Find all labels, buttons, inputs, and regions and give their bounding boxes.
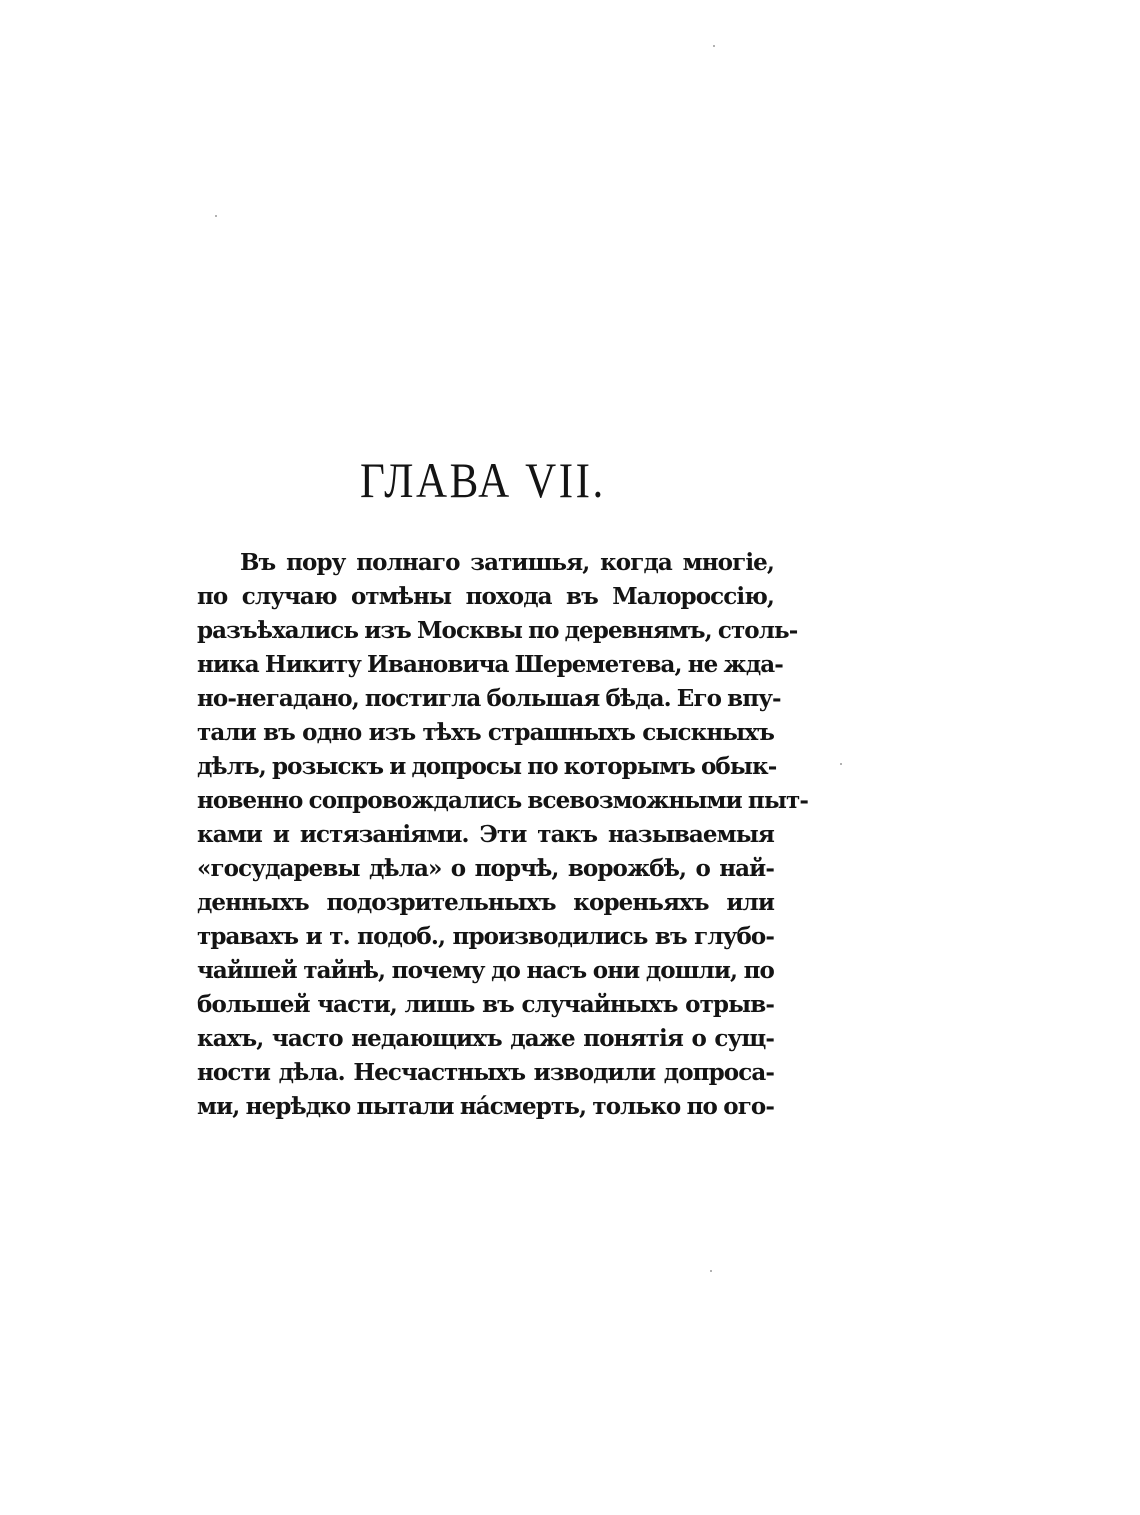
text-line: большей части, лишь въ случайныхъ отрыв-	[197, 991, 774, 1018]
text-line: по случаю отмѣны похода въ Малороссію,	[197, 583, 774, 610]
chapter-title: ГЛАВА VII.	[360, 452, 606, 508]
text-line: Въ пору полнаго затишья, когда многіе,	[240, 549, 774, 576]
text-line: разъѣхались изъ Москвы по деревнямъ, столь-	[197, 617, 798, 644]
text-line: кахъ, часто недающихъ даже понятія о сущ-	[197, 1025, 774, 1052]
text-line: ми, нерѣдко пытали нáсмерть, только по ого-	[197, 1093, 774, 1120]
text-line: дѣлъ, розыскъ и допросы по которымъ обык-	[197, 753, 777, 780]
scan-speck	[215, 215, 217, 217]
text-line: ками и истязаніями. Эти такъ называемыя	[197, 821, 774, 848]
text-line: ности дѣла. Несчастныхъ изводили допроса-	[197, 1059, 774, 1086]
text-line: «государевы дѣла» о порчѣ, ворожбѣ, о най-	[197, 855, 774, 882]
text-line: денныхъ подозрительныхъ кореньяхъ или	[197, 889, 774, 916]
text-line: травахъ и т. подоб., производились въ глубо-	[197, 923, 774, 950]
body-text	[197, 546, 808, 1124]
text-line: ника Никиту Ивановича Шереметева, не жда-	[197, 651, 783, 678]
text-line: новенно сопровождались всевозможными пыт-	[197, 787, 808, 814]
text-line: тали въ одно изъ тѣхъ страшныхъ сыскныхъ	[197, 719, 774, 746]
scan-speck	[713, 45, 715, 47]
scan-speck	[710, 1270, 712, 1272]
text-line: но-негадано, постигла большая бѣда. Его впу-	[197, 685, 781, 712]
scan-speck	[840, 763, 842, 765]
text-line: чайшей тайнѣ, почему до насъ они дошли, по	[197, 957, 774, 984]
